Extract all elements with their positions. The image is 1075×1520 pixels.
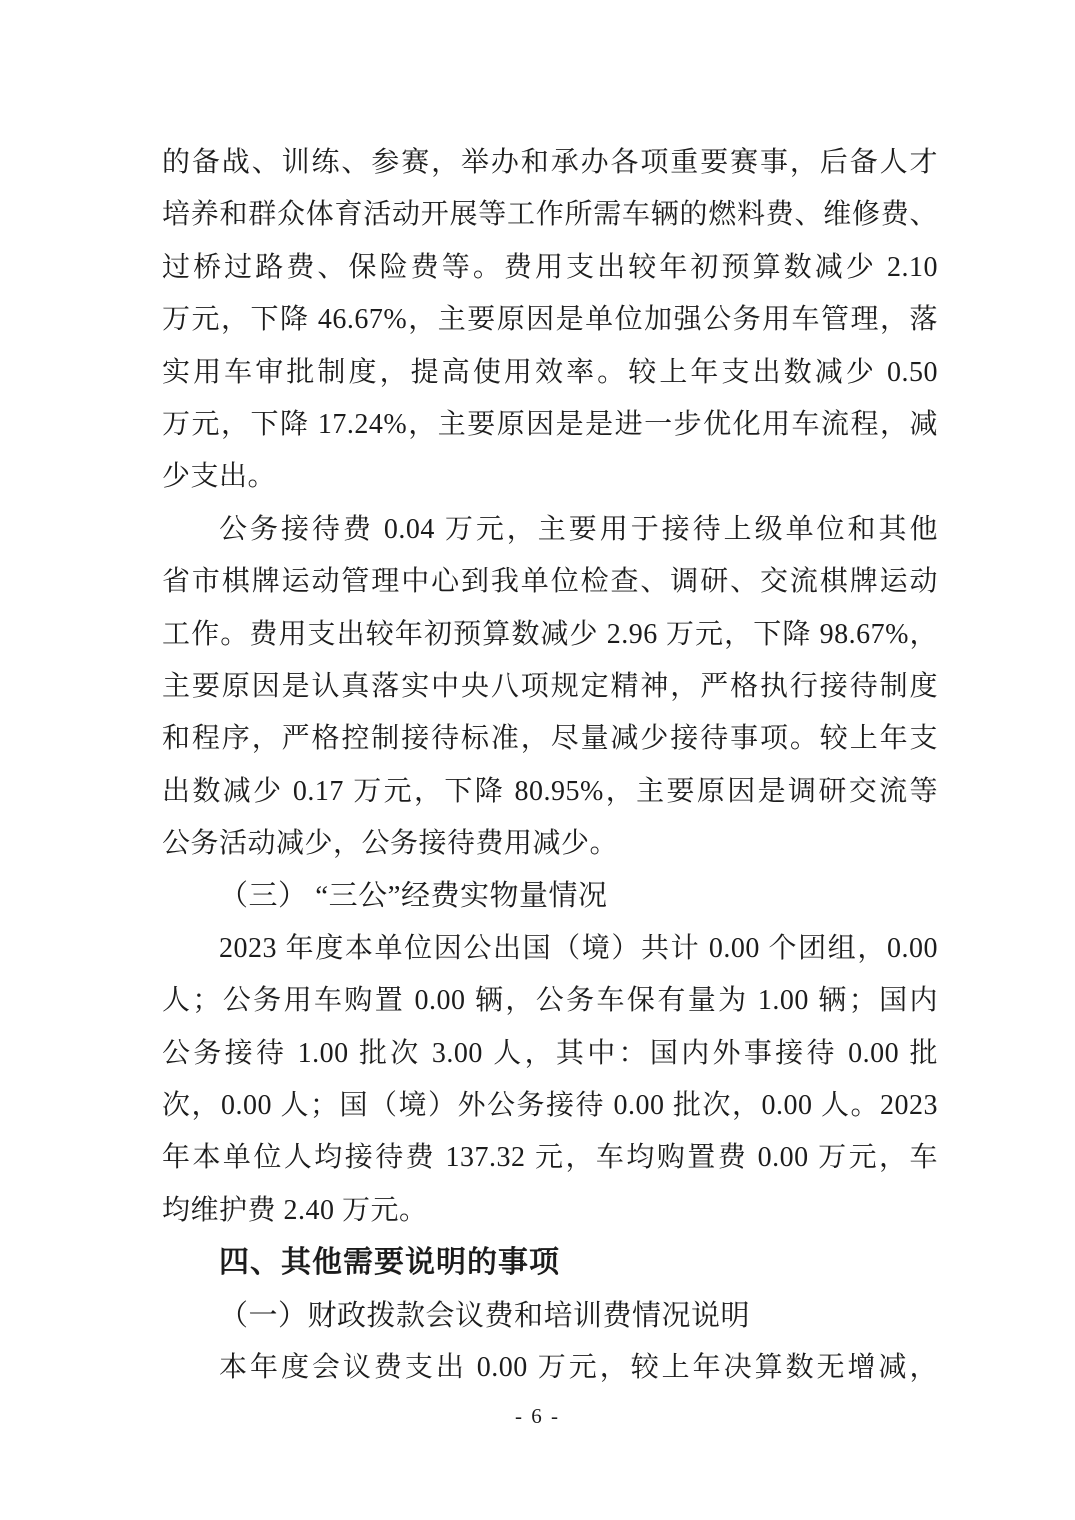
paragraph-line: 万元，下降 46.67%，主要原因是单位加强公务用车管理，落	[162, 304, 938, 336]
paragraph-line: 均维护费 2.40 万元。	[162, 1194, 428, 1226]
subsection-heading: （一）财政拨款会议费和培训费情况说明	[219, 1299, 751, 1332]
paragraph-line: 少支出。	[162, 461, 277, 493]
page-number: - 6 -	[515, 1404, 560, 1428]
section-heading: 四、其他需要说明的事项	[219, 1246, 560, 1280]
paragraph-line: 2023 年度本单位因公出国（境）共计 0.00 个团组，0.00	[219, 932, 938, 964]
paragraph-line: 本年度会议费支出 0.00 万元，较上年决算数无增减，	[219, 1351, 938, 1383]
paragraph-line: 过桥过路费、保险费等。费用支出较年初预算数减少 2.10	[162, 251, 938, 283]
paragraph-line: 公务接待 1.00 批次 3.00 人，其中：国内外事接待 0.00 批	[162, 1037, 938, 1069]
paragraph-line: 次，0.00 人；国（境）外公务接待 0.00 批次，0.00 人。2023	[162, 1090, 938, 1122]
paragraph-line: 出数减少 0.17 万元，下降 80.95%，主要原因是调研交流等	[162, 775, 938, 807]
paragraph-line: 省市棋牌运动管理中心到我单位检查、调研、交流棋牌运动	[162, 566, 938, 598]
paragraph-line: 万元，下降 17.24%，主要原因是是进一步优化用车流程，减	[162, 408, 938, 440]
paragraph-line: 人；公务用车购置 0.00 辆，公务车保有量为 1.00 辆；国内	[162, 985, 938, 1017]
document-body	[162, 137, 938, 1394]
paragraph-line: 主要原因是认真落实中央八项规定精神，严格执行接待制度	[162, 670, 938, 702]
paragraph-line: 年本单位人均接待费 137.32 元，车均购置费 0.00 万元，车	[162, 1142, 938, 1174]
paragraph-line: 的备战、训练、参赛，举办和承办各项重要赛事，后备人才	[162, 147, 938, 178]
paragraph-line: 公务接待费 0.04 万元，主要用于接待上级单位和其他	[219, 513, 938, 545]
paragraph-line: 工作。费用支出较年初预算数减少 2.96 万元，下降 98.67%，	[162, 618, 938, 650]
paragraph-line: 实用车审批制度，提高使用效率。较上年支出数减少 0.50	[162, 356, 938, 388]
paragraph-line: 和程序，严格控制接待标准，尽量减少接待事项。较上年支	[162, 723, 938, 755]
paragraph-line: 培养和群众体育活动开展等工作所需车辆的燃料费、维修费、	[162, 199, 938, 231]
subsection-heading: （三） “三公”经费实物量情况	[219, 880, 608, 913]
paragraph-line: 公务活动减少，公务接待费用减少。	[162, 828, 619, 860]
